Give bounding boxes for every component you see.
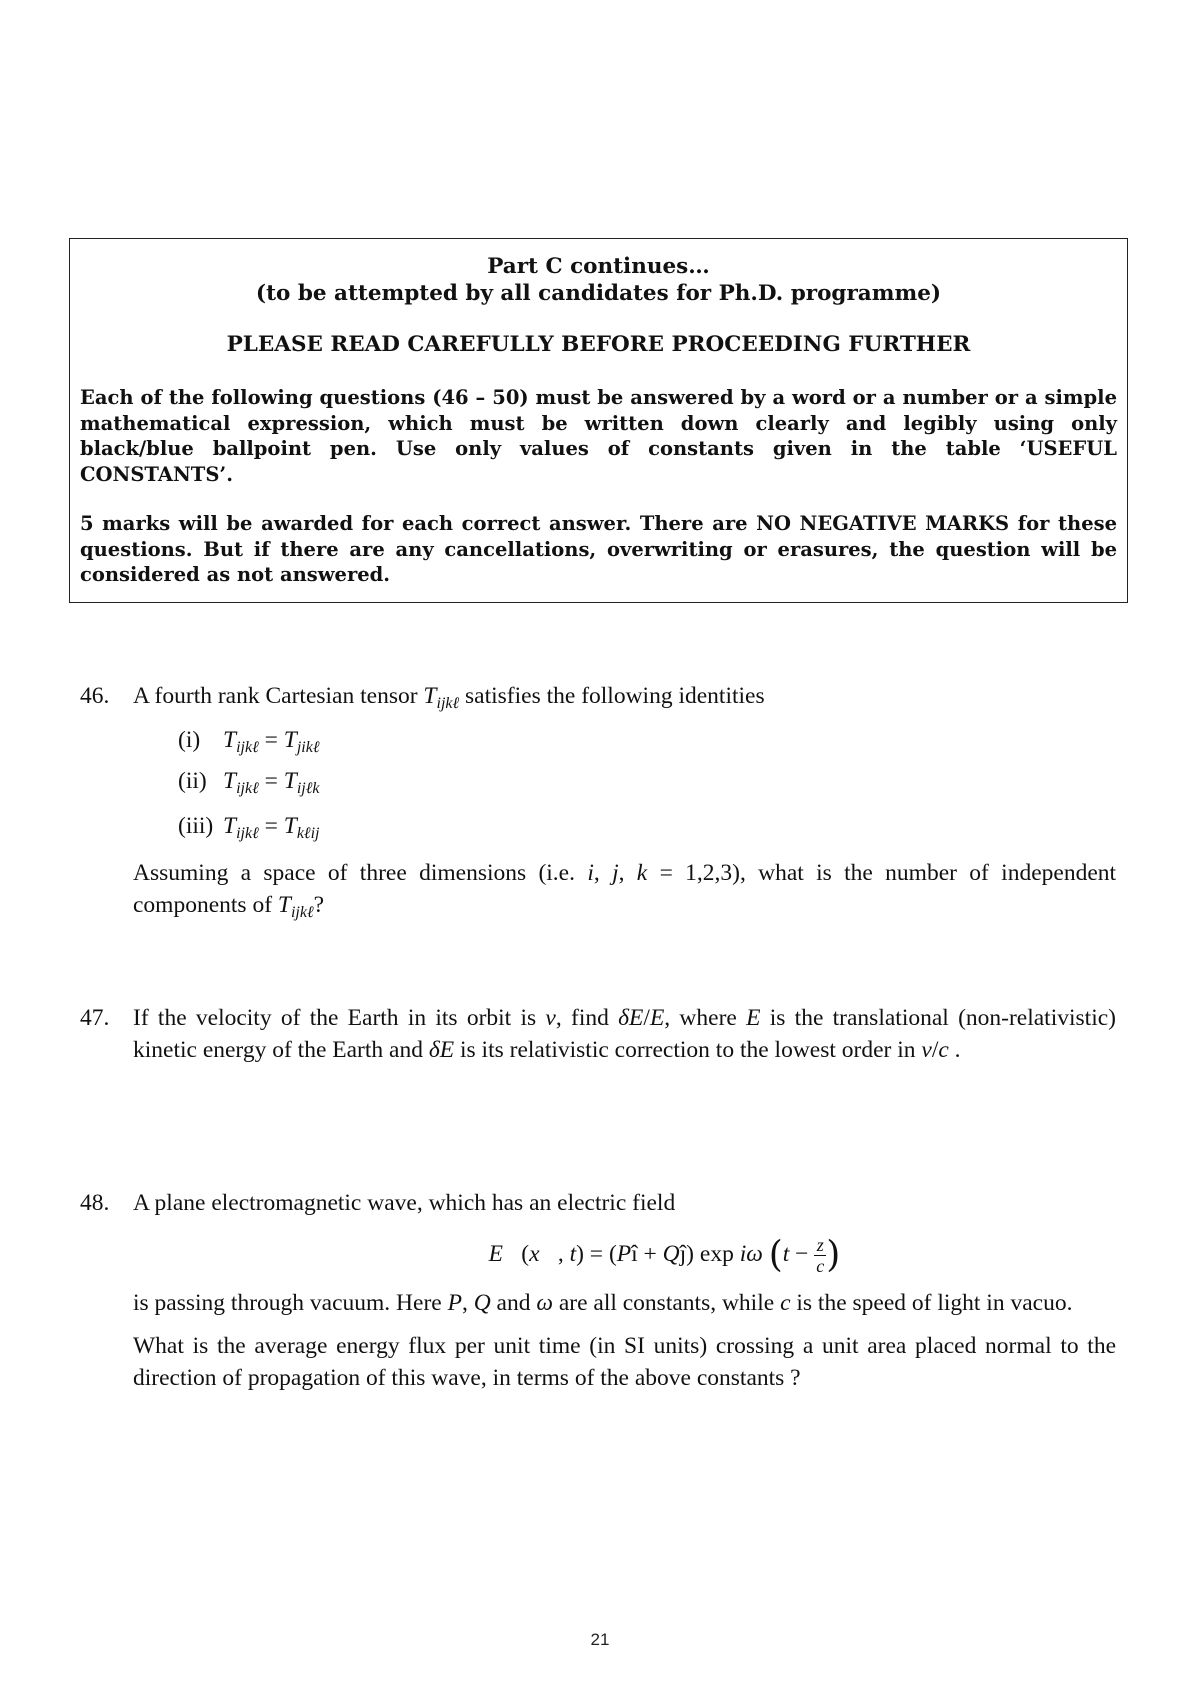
notice-subtitle: (to be attempted by all candidates for Ph.D. programme)	[255, 281, 942, 306]
notice-paragraph-marks: 5 marks will be awarded for each correct answer. There are NO NEGATIVE MARKS for these questions. But if there are any cancellations, overwriting or erasures, the question will be considered as not answered.	[80, 512, 1117, 586]
notice-paragraph-rules: Each of the following questions (46 – 50) must be answered by a word or a number or a simple mathematical expression, which must be written down clearly and legibly using only black/blue ballpoint pen. Use only values of constants given in the table ‘USEFUL CONSTANTS’.	[80, 386, 1117, 486]
instructions-box	[69, 238, 1128, 603]
identity-item: (ii) $T_{ijk\ell} = T_{ij\ell k}$	[178, 768, 320, 797]
question-47	[80, 1002, 1116, 1066]
question-46	[80, 680, 1116, 929]
identity-item: (iii) $T_{ijk\ell} = T_{k\ell ij}$	[178, 813, 320, 842]
identity-item: (i) $T_{ijk\ell} = T_{jik\ell}$	[178, 727, 320, 756]
notice-warning: PLEASE READ CAREFULLY BEFORE PROCEEDING FURTHER	[226, 332, 971, 357]
question-46-intro: A fourth rank Cartesian tensor $T_{ijk\ell}$ satisfies the following identities	[133, 683, 765, 712]
question-48	[80, 1187, 1116, 1394]
question-48-question: What is the average energy flux per unit time (in SI units) crossing a unit area placed normal to the direction of propagation of this wave, in terms of the above constants ?	[133, 1333, 1116, 1391]
question-48-intro: A plane electromagnetic wave, which has an electric field	[133, 1190, 676, 1216]
question-number: 46.	[80, 683, 110, 709]
electric-field-equation: E⃗(x⃗, t) = (Pî + Qĵ) exp iω (t − $\frac{z}{c}$ )	[488, 1234, 841, 1277]
question-48-text: is passing through vacuum. Here P, Q and ω are all constants, while c is the speed of light in vacuo.	[133, 1290, 1073, 1316]
question-number: 48.	[80, 1190, 110, 1216]
question-46-question: Assuming a space of three dimensions (i.e. i, j, k = 1,2,3), what is the number of independent components of $T_{ijk\ell}$?	[133, 860, 1117, 921]
identity-list	[178, 720, 1116, 851]
question-number: 47.	[80, 1005, 110, 1031]
notice-title: Part C continues…	[487, 254, 710, 279]
page-number: 21	[590, 1630, 610, 1649]
question-47-text: If the velocity of the Earth in its orbit is v, find δE/E, where E is the translational (non-relativistic) kinetic energy of the Earth and δE is its relativistic correction to the lowest order in v/c .	[133, 1005, 1116, 1063]
